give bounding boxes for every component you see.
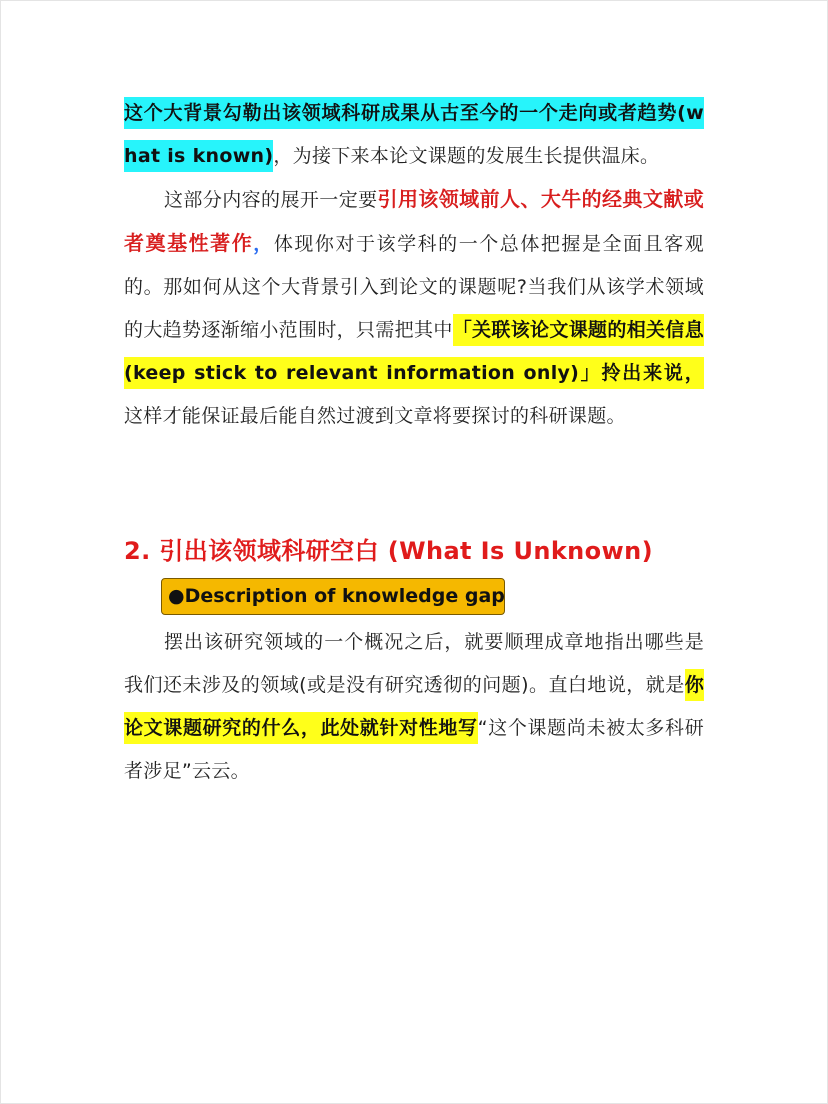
highlight-cyan-known: (what is known) — [124, 97, 704, 172]
text-gap-intro: 摆出该研究领域的一个概况之后，就要顺理成章地指出哪些是我们还未涉及的领域(或是没有研究透彻的问题)。直白地说，就是 — [124, 631, 704, 696]
knowledge-gap-label-box: ●Description of knowledge gap — [161, 578, 505, 615]
highlight-yellow-relevant-info: 「关联该论文课题的相关信息 (keep stick to relevant information only)」拎出来说， — [124, 314, 704, 389]
blue-comma: ， — [253, 233, 274, 255]
paragraph-knowledge-gap — [124, 621, 704, 793]
text-natural-transition: 这样才能保证最后能自然过渡到文章将要探讨的科研课题。 — [124, 405, 626, 427]
section-heading-what-is-unknown: 2. 引出该领域科研空白 (What Is Unknown) — [124, 537, 653, 565]
red-emphasis-classic-literature: 引用该领域前人、大牛的经典文献或者奠基性著作 — [124, 187, 704, 255]
highlight-yellow-research-topic: 你论文课题研究的什么，此处就针对性地写 — [124, 669, 704, 744]
text-intro: 这部分内容的展开一定要 — [164, 189, 378, 211]
paragraph-literature — [124, 178, 704, 438]
paragraph-what-is-known — [124, 92, 704, 178]
text-overall-grasp: 体现你对于该学科的一个总体把握是全面且客观的。那如何从这个大背景引入到论文的课题呢?当我们从该学术领域的大趋势逐渐缩小范围时，只需把其中 — [124, 233, 704, 341]
text-untouched-topic: “这个课题尚未被太多科研者涉足”云云。 — [124, 717, 704, 782]
highlight-cyan-trend: 这个大背景勾勒出该领域科研成果从古至今的一个走向或者趋势 — [124, 97, 677, 129]
document-content — [124, 92, 704, 793]
section-spacer — [124, 438, 704, 535]
text-incubator: ，为接下来本论文课题的发展生长提供温床。 — [273, 145, 660, 167]
